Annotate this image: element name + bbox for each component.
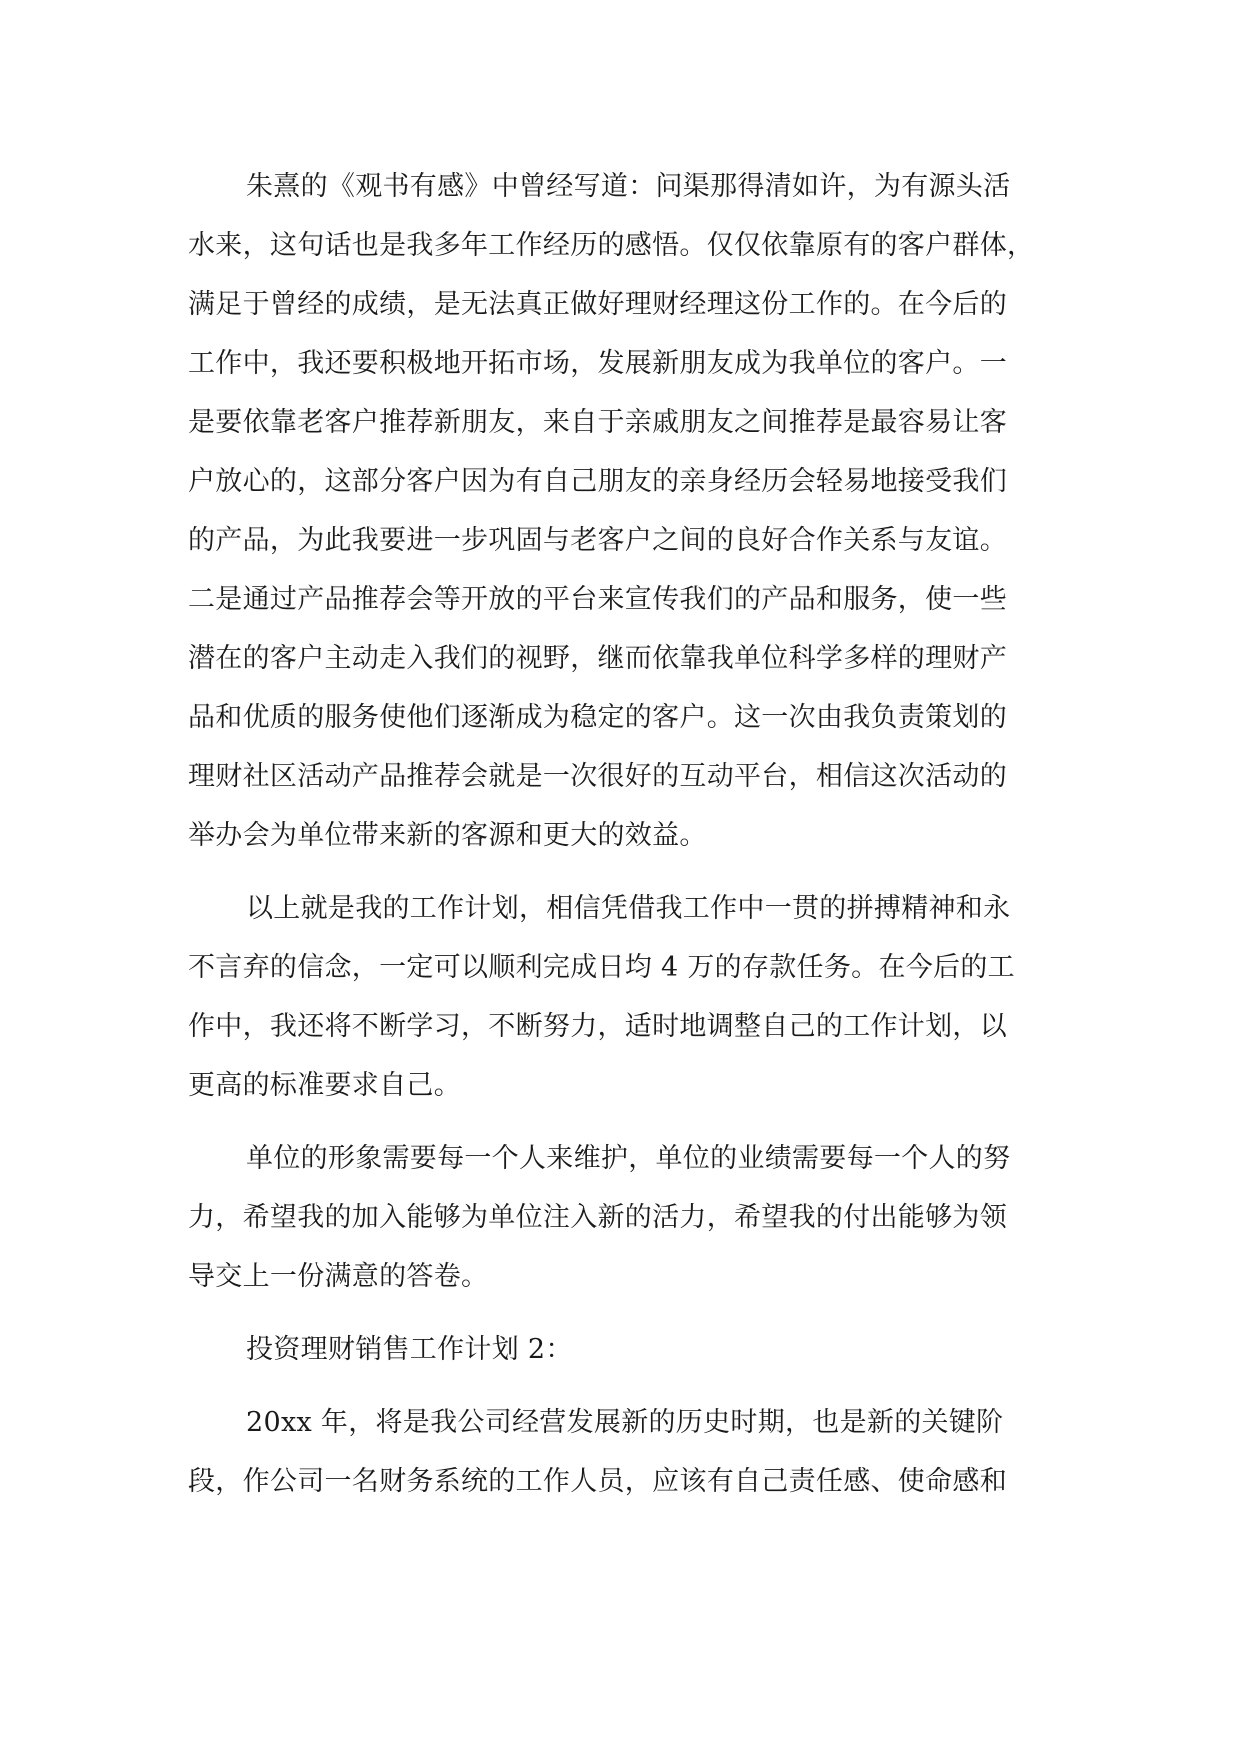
paragraph-spacer (188, 1306, 1056, 1320)
paragraph-spacer (188, 865, 1056, 879)
text-line: 朱熹的《观书有感》中曾经写道：问渠那得清如许，为有源头活 (246, 171, 1011, 202)
text-line: 满足于曾经的成绩，是无法真正做好理财经理这份工作的。在今后的 (188, 289, 1007, 320)
paragraph-unit-image (188, 1129, 1056, 1306)
text-line: 二是通过产品推荐会等开放的平台来宣传我们的产品和服务，使一些 (188, 584, 1007, 615)
text-line: 更高的标准要求自己。 (188, 1070, 461, 1101)
text-line: 段，作公司一名财务系统的工作人员，应该有自己责任感、使命感和 (188, 1466, 1007, 1497)
text-line: 工作中，我还要积极地开拓市场，发展新朋友成为我单位的客户。一 (188, 348, 1007, 379)
document-body (188, 157, 1056, 1511)
text-line: 的产品，为此我要进一步巩固与老客户之间的良好合作关系与友谊。 (188, 525, 1007, 556)
text-line: 品和优质的服务使他们逐渐成为稳定的客户。这一次由我负责策划的 (188, 702, 1007, 733)
text-line: 单位的形象需要每一个人来维护，单位的业绩需要每一个人的努 (246, 1143, 1011, 1174)
text-line: 作中，我还将不断学习，不断努力，适时地调整自己的工作计划，以 (188, 1011, 1007, 1042)
text-line: 举办会为单位带来新的客源和更大的效益。 (188, 820, 707, 851)
text-line: 以上就是我的工作计划，相信凭借我工作中一贯的拼搏精神和永 (246, 893, 1011, 924)
text-line: 力，希望我的加入能够为单位注入新的活力，希望我的付出能够为领 (188, 1202, 1007, 1233)
text-line: 导交上一份满意的答卷。 (188, 1261, 489, 1292)
text-line: 理财社区活动产品推荐会就是一次很好的互动平台，相信这次活动的 (188, 761, 1007, 792)
paragraph-new-year (188, 1393, 1056, 1511)
text-line: 不言弃的信念，一定可以顺利完成日均 4 万的存款任务。在今后的工 (188, 952, 1015, 983)
text-line: 潜在的客户主动走入我们的视野，继而依靠我单位科学多样的理财产 (188, 643, 1007, 674)
paragraph-spacer (188, 1115, 1056, 1129)
paragraph-reading-reflection (188, 157, 1056, 865)
paragraph-work-plan-summary (188, 879, 1056, 1115)
section-heading: 投资理财销售工作计划 2： (246, 1334, 573, 1365)
section-heading-plan-2 (188, 1320, 1056, 1379)
text-line: 20xx 年，将是我公司经营发展新的历史时期，也是新的关键阶 (246, 1407, 1004, 1438)
text-line: 水来，这句话也是我多年工作经历的感悟。仅仅依靠原有的客户群体， (188, 230, 1035, 261)
paragraph-spacer (188, 1379, 1056, 1393)
text-line: 是要依靠老客户推荐新朋友，来自于亲戚朋友之间推荐是最容易让客 (188, 407, 1007, 438)
text-line: 户放心的，这部分客户因为有自己朋友的亲身经历会轻易地接受我们 (188, 466, 1007, 497)
